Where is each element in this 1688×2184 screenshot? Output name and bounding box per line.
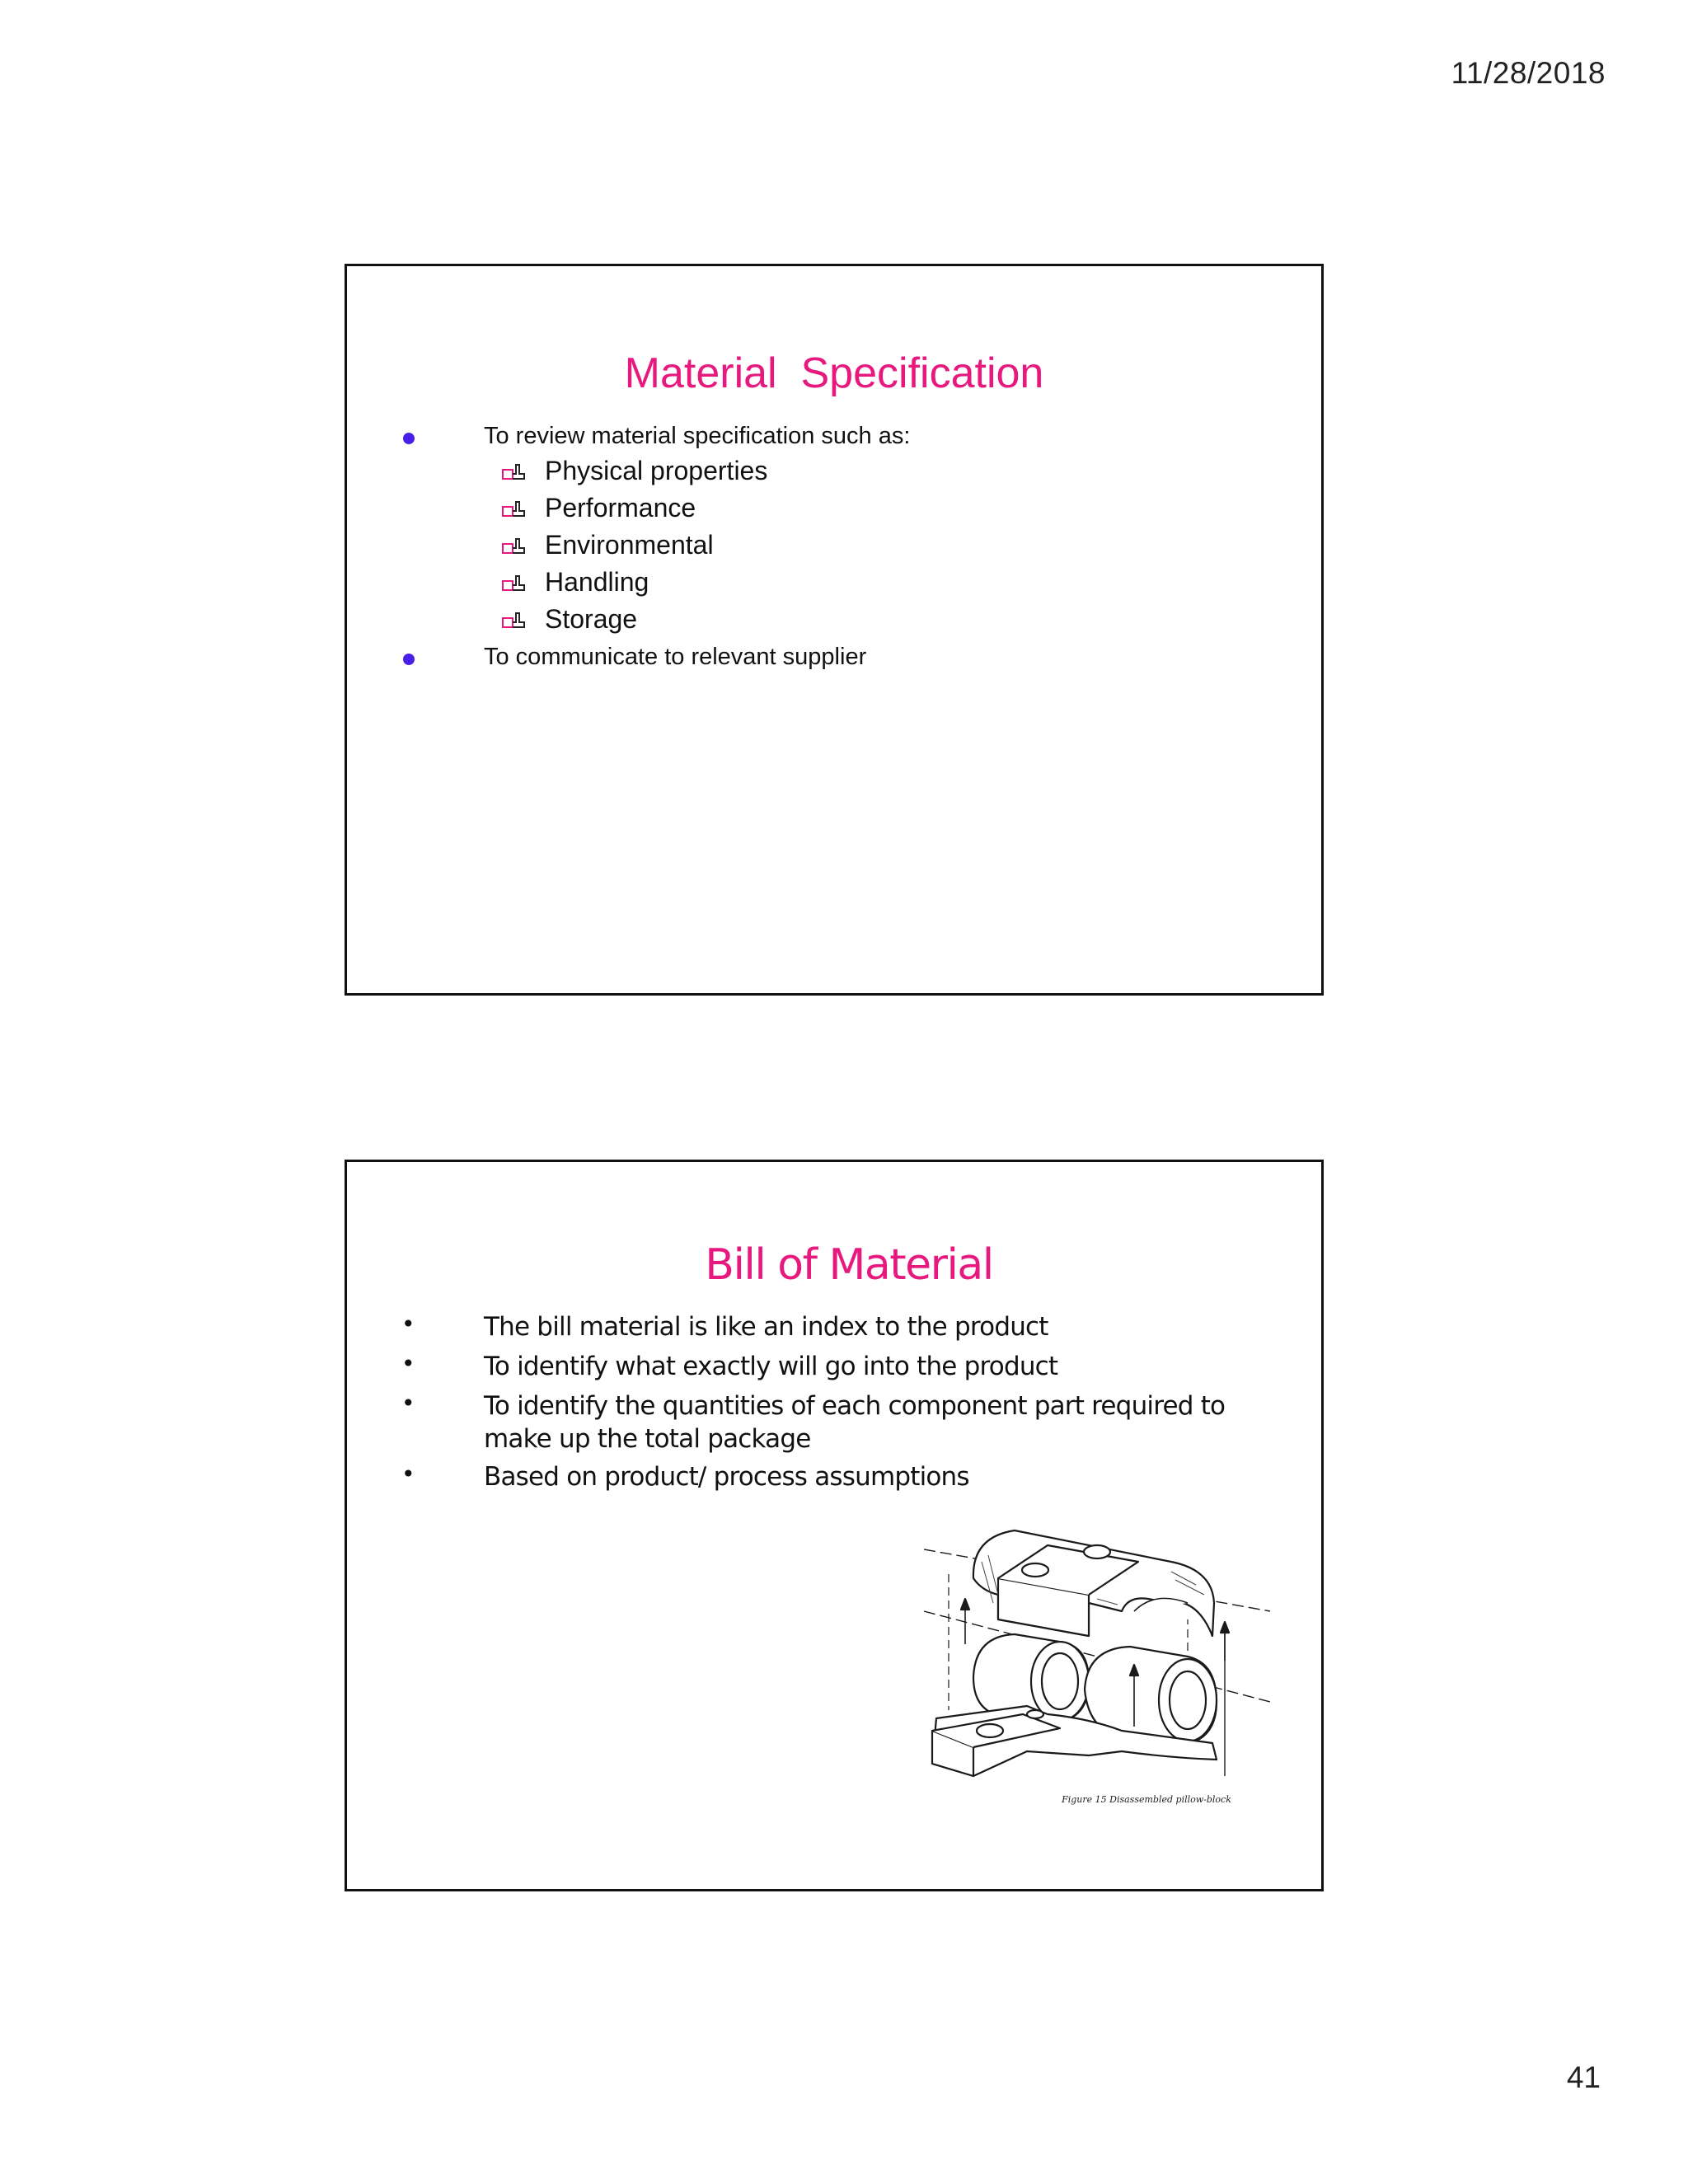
bullet-icon: •: [401, 1350, 415, 1377]
sub-item-text: Handling: [545, 567, 649, 597]
bullet-text: The bill material is like an index to the product: [484, 1312, 1048, 1342]
slide-title: Material Specification: [624, 349, 1044, 397]
page-date: 11/28/2018: [1451, 56, 1606, 90]
slide-material-specification: [345, 264, 1324, 996]
bullet-text: To review material specification such as:: [484, 423, 911, 449]
sub-list-item: [502, 493, 696, 523]
sub-list-item: [502, 530, 714, 560]
slide-title: Bill of Material: [705, 1240, 993, 1290]
sub-item-text: Storage: [545, 604, 638, 634]
bullet-icon: •: [401, 1310, 415, 1338]
sub-item-text: Physical properties: [545, 456, 768, 485]
slide-bill-of-material: [345, 1160, 1324, 1891]
page-number: 41: [1566, 2060, 1601, 2094]
sub-list-item: [502, 567, 649, 598]
sub-list-item: [502, 456, 767, 486]
bullet-icon: •: [401, 1460, 415, 1488]
bullet-text: Based on product/ process assumptions: [484, 1462, 969, 1492]
bullet-text: To identify the quantities of each component part required to make up the total package: [484, 1391, 1226, 1454]
sub-item-text: Environmental: [545, 530, 714, 560]
checkbox-hand-icon: [502, 462, 527, 480]
checkbox-hand-icon: [502, 499, 527, 518]
sub-list-item: [502, 604, 637, 635]
bullet-icon: •: [401, 1390, 415, 1417]
bullet-text: To communicate to relevant supplier: [484, 644, 867, 670]
sub-item-text: Performance: [545, 493, 696, 523]
bullet-text: To identify what exactly will go into the product: [484, 1352, 1058, 1381]
figure-caption: Figure 15 Disassembled pillow-block: [1062, 1794, 1231, 1805]
pillow-block-drawing: [924, 1512, 1270, 1809]
bullet-dot-icon: [403, 433, 415, 444]
checkbox-hand-icon: [502, 574, 527, 592]
checkbox-hand-icon: [502, 611, 527, 629]
pillow-block-figure: [924, 1512, 1270, 1809]
bullet-dot-icon: [403, 654, 415, 665]
checkbox-hand-icon: [502, 537, 527, 555]
